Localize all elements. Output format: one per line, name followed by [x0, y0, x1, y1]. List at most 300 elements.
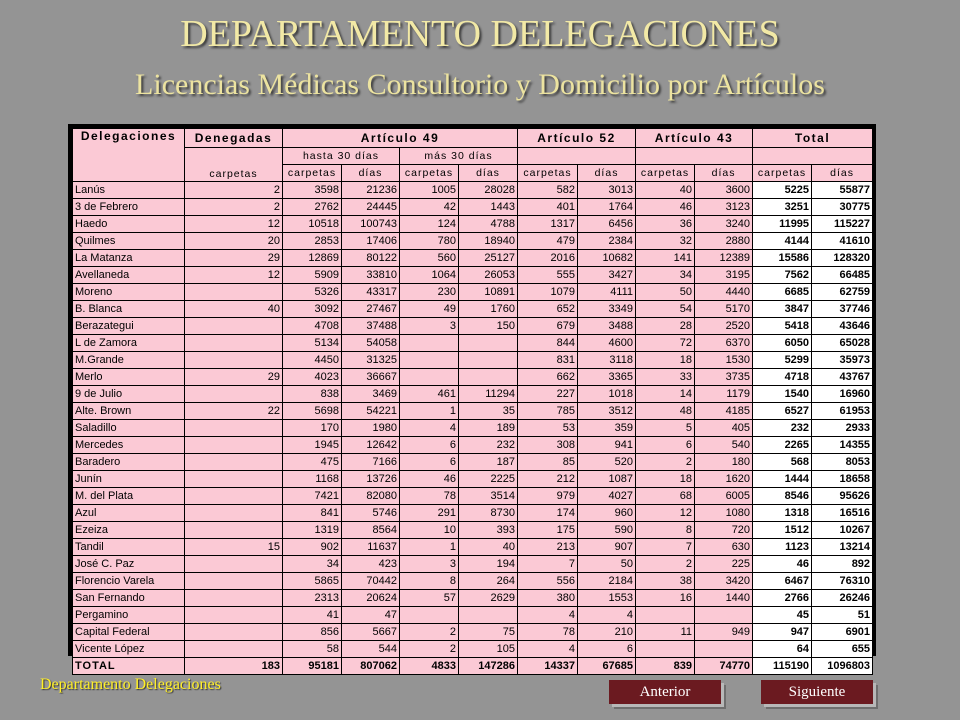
value-cell: 11294	[459, 386, 518, 403]
total-cell: 61953	[812, 403, 873, 420]
value-cell	[400, 369, 459, 386]
value-cell: 5326	[283, 284, 342, 301]
value-cell: 72	[636, 335, 695, 352]
delegacion-name: Haedo	[73, 216, 185, 233]
total-cell: 26246	[812, 590, 873, 607]
header-carpetas: carpetas	[753, 165, 812, 182]
total-row	[73, 658, 873, 675]
table-row	[73, 556, 873, 573]
value-cell: 831	[518, 352, 578, 369]
table-row	[73, 182, 873, 199]
total-cell: 37746	[812, 301, 873, 318]
value-cell: 33	[636, 369, 695, 386]
delegacion-name: Junín	[73, 471, 185, 488]
header-denegadas-carpetas: carpetas	[185, 148, 283, 182]
delegacion-name: Moreno	[73, 284, 185, 301]
total-cell: 655	[812, 641, 873, 658]
value-cell: 12	[185, 267, 283, 284]
value-cell: 34	[283, 556, 342, 573]
value-cell: 10518	[283, 216, 342, 233]
value-cell: 41	[283, 607, 342, 624]
delegacion-name: Berazategui	[73, 318, 185, 335]
total-cell: 6050	[753, 335, 812, 352]
total-cell: 43767	[812, 369, 873, 386]
total-cell: 11995	[753, 216, 812, 233]
value-cell: 232	[459, 437, 518, 454]
value-cell: 187	[459, 454, 518, 471]
value-cell: 544	[342, 641, 400, 658]
value-cell: 679	[518, 318, 578, 335]
value-cell	[185, 352, 283, 369]
header-row-1	[73, 129, 873, 148]
table-row	[73, 454, 873, 471]
delegacion-name: Ezeiza	[73, 522, 185, 539]
total-cell: 62759	[812, 284, 873, 301]
value-cell: 475	[283, 454, 342, 471]
delegacion-name: Tandil	[73, 539, 185, 556]
value-cell: 46	[400, 471, 459, 488]
value-cell: 8564	[342, 522, 400, 539]
table-row	[73, 301, 873, 318]
delegacion-name: Baradero	[73, 454, 185, 471]
value-cell: 3420	[695, 573, 753, 590]
total-cell: 15586	[753, 250, 812, 267]
header-carpetas: carpetas	[518, 165, 578, 182]
total-cell: 115227	[812, 216, 873, 233]
value-cell: 20	[185, 233, 283, 250]
table-row	[73, 352, 873, 369]
value-cell: 5746	[342, 505, 400, 522]
value-cell: 3123	[695, 199, 753, 216]
value-cell: 11	[636, 624, 695, 641]
value-cell: 40	[459, 539, 518, 556]
value-cell	[459, 352, 518, 369]
value-cell: 3013	[578, 182, 636, 199]
total-cell: 10267	[812, 522, 873, 539]
value-cell: 58	[283, 641, 342, 658]
total-cell: 5299	[753, 352, 812, 369]
value-cell: 393	[459, 522, 518, 539]
value-cell: 43317	[342, 284, 400, 301]
total-cell: 5225	[753, 182, 812, 199]
delegacion-name: Pergamino	[73, 607, 185, 624]
value-cell: 308	[518, 437, 578, 454]
value-cell: 24445	[342, 199, 400, 216]
delegacion-name: Saladillo	[73, 420, 185, 437]
header-hasta-30-dias: hasta 30 días	[283, 148, 400, 165]
value-cell: 212	[518, 471, 578, 488]
value-cell: 1079	[518, 284, 578, 301]
value-cell: 1317	[518, 216, 578, 233]
value-cell	[185, 454, 283, 471]
value-cell: 2225	[459, 471, 518, 488]
value-cell: 10891	[459, 284, 518, 301]
value-cell: 189	[459, 420, 518, 437]
value-cell	[459, 369, 518, 386]
value-cell: 16	[636, 590, 695, 607]
value-cell: 2313	[283, 590, 342, 607]
value-cell	[400, 335, 459, 352]
value-cell: 225	[695, 556, 753, 573]
header-total: Total	[753, 129, 873, 148]
value-cell: 630	[695, 539, 753, 556]
value-cell: 100743	[342, 216, 400, 233]
value-cell: 3092	[283, 301, 342, 318]
value-cell: 50	[578, 556, 636, 573]
value-cell: 461	[400, 386, 459, 403]
delegacion-name: La Matanza	[73, 250, 185, 267]
value-cell: 5865	[283, 573, 342, 590]
value-cell: 3469	[342, 386, 400, 403]
value-cell: 21236	[342, 182, 400, 199]
siguiente-button[interactable]: Siguiente	[761, 680, 873, 704]
total-cell: 7562	[753, 267, 812, 284]
value-cell: 18940	[459, 233, 518, 250]
total-cell: 232	[753, 420, 812, 437]
value-cell: 78	[400, 488, 459, 505]
value-cell: 479	[518, 233, 578, 250]
value-cell: 4450	[283, 352, 342, 369]
header-dias: días	[459, 165, 518, 182]
total-cell: 41610	[812, 233, 873, 250]
delegacion-name: Vicente López	[73, 641, 185, 658]
total-cell: 4144	[753, 233, 812, 250]
value-cell: 25127	[459, 250, 518, 267]
value-cell: 856	[283, 624, 342, 641]
table-row	[73, 420, 873, 437]
total-cell: 65028	[812, 335, 873, 352]
value-cell: 2	[636, 454, 695, 471]
header-carpetas: carpetas	[636, 165, 695, 182]
value-cell: 6	[400, 437, 459, 454]
value-cell: 14337	[518, 658, 578, 675]
value-cell: 1980	[342, 420, 400, 437]
value-cell: 230	[400, 284, 459, 301]
table-row	[73, 369, 873, 386]
delegacion-name: B. Blanca	[73, 301, 185, 318]
table-row	[73, 284, 873, 301]
total-cell: 1540	[753, 386, 812, 403]
value-cell	[185, 624, 283, 641]
value-cell: 590	[578, 522, 636, 539]
value-cell: 32	[636, 233, 695, 250]
value-cell: 4	[578, 607, 636, 624]
total-cell: 1318	[753, 505, 812, 522]
value-cell: 1530	[695, 352, 753, 369]
header-dias: días	[578, 165, 636, 182]
table-row	[73, 505, 873, 522]
value-cell: 2	[400, 641, 459, 658]
value-cell: 4	[518, 641, 578, 658]
value-cell: 68	[636, 488, 695, 505]
value-cell: 7166	[342, 454, 400, 471]
value-cell: 902	[283, 539, 342, 556]
value-cell: 5909	[283, 267, 342, 284]
value-cell: 12869	[283, 250, 342, 267]
value-cell: 3512	[578, 403, 636, 420]
value-cell: 13726	[342, 471, 400, 488]
value-cell	[185, 505, 283, 522]
value-cell: 80122	[342, 250, 400, 267]
value-cell: 2	[636, 556, 695, 573]
delegacion-name: Avellaneda	[73, 267, 185, 284]
total-cell: 3847	[753, 301, 812, 318]
licencias-table	[72, 128, 873, 675]
value-cell	[185, 488, 283, 505]
table-row	[73, 488, 873, 505]
value-cell	[400, 352, 459, 369]
value-cell: 38	[636, 573, 695, 590]
total-cell: 45	[753, 607, 812, 624]
value-cell: 40	[185, 301, 283, 318]
total-cell: 3251	[753, 199, 812, 216]
value-cell: 2	[185, 199, 283, 216]
value-cell: 4788	[459, 216, 518, 233]
value-cell	[185, 386, 283, 403]
table-row	[73, 250, 873, 267]
value-cell: 40	[636, 182, 695, 199]
value-cell: 141	[636, 250, 695, 267]
page-subtitle: Licencias Médicas Consultorio y Domicilio por Artículos	[135, 68, 825, 101]
value-cell: 5667	[342, 624, 400, 641]
header-carpetas: carpetas	[283, 165, 342, 182]
value-cell	[459, 607, 518, 624]
value-cell: 1764	[578, 199, 636, 216]
total-cell: 43646	[812, 318, 873, 335]
value-cell: 20624	[342, 590, 400, 607]
value-cell: 2853	[283, 233, 342, 250]
value-cell: 180	[695, 454, 753, 471]
value-cell: 1945	[283, 437, 342, 454]
header-dias: días	[812, 165, 873, 182]
value-cell: 147286	[459, 658, 518, 675]
delegacion-name: Florencio Varela	[73, 573, 185, 590]
value-cell: 380	[518, 590, 578, 607]
value-cell: 8730	[459, 505, 518, 522]
value-cell	[185, 556, 283, 573]
total-cell: 18658	[812, 471, 873, 488]
total-cell: 2766	[753, 590, 812, 607]
table-body	[73, 182, 873, 675]
value-cell: 662	[518, 369, 578, 386]
value-cell: 7	[518, 556, 578, 573]
value-cell: 1168	[283, 471, 342, 488]
value-cell: 12	[636, 505, 695, 522]
value-cell: 22	[185, 403, 283, 420]
table-frame	[68, 124, 876, 672]
value-cell: 3365	[578, 369, 636, 386]
header-mas-30-dias: más 30 días	[400, 148, 518, 165]
value-cell	[185, 522, 283, 539]
footer-label: Departamento Delegaciones	[40, 676, 221, 693]
table-row	[73, 267, 873, 284]
value-cell: 3240	[695, 216, 753, 233]
value-cell: 4	[400, 420, 459, 437]
value-cell: 960	[578, 505, 636, 522]
value-cell: 36667	[342, 369, 400, 386]
total-cell: 95626	[812, 488, 873, 505]
value-cell: 78	[518, 624, 578, 641]
total-cell: 115190	[753, 658, 812, 675]
delegacion-name: Merlo	[73, 369, 185, 386]
value-cell: 4023	[283, 369, 342, 386]
value-cell: 4185	[695, 403, 753, 420]
value-cell: 3	[400, 318, 459, 335]
value-cell: 941	[578, 437, 636, 454]
value-cell: 47	[342, 607, 400, 624]
value-cell: 54221	[342, 403, 400, 420]
table-row	[73, 522, 873, 539]
value-cell: 42	[400, 199, 459, 216]
total-cell: 66485	[812, 267, 873, 284]
value-cell: 27467	[342, 301, 400, 318]
value-cell: 6	[400, 454, 459, 471]
value-cell: 29	[185, 369, 283, 386]
delegacion-name: Lanús	[73, 182, 185, 199]
value-cell: 1179	[695, 386, 753, 403]
value-cell: 10682	[578, 250, 636, 267]
value-cell: 49	[400, 301, 459, 318]
value-cell: 5170	[695, 301, 753, 318]
total-cell: 46	[753, 556, 812, 573]
header-dias: días	[695, 165, 753, 182]
total-cell: 1444	[753, 471, 812, 488]
value-cell: 105	[459, 641, 518, 658]
value-cell: 3118	[578, 352, 636, 369]
value-cell: 33810	[342, 267, 400, 284]
value-cell: 46	[636, 199, 695, 216]
value-cell: 582	[518, 182, 578, 199]
value-cell	[695, 641, 753, 658]
value-cell: 6	[636, 437, 695, 454]
table-row	[73, 641, 873, 658]
total-cell: 947	[753, 624, 812, 641]
delegacion-name: TOTAL	[73, 658, 185, 675]
table-row	[73, 403, 873, 420]
value-cell: 405	[695, 420, 753, 437]
table-row	[73, 233, 873, 250]
value-cell: 844	[518, 335, 578, 352]
value-cell: 10	[400, 522, 459, 539]
delegacion-name: Mercedes	[73, 437, 185, 454]
value-cell: 1018	[578, 386, 636, 403]
header-carpetas: carpetas	[400, 165, 459, 182]
value-cell: 34	[636, 267, 695, 284]
value-cell: 291	[400, 505, 459, 522]
value-cell: 2520	[695, 318, 753, 335]
value-cell: 2880	[695, 233, 753, 250]
anterior-button[interactable]: Anterior	[609, 680, 721, 704]
value-cell: 2629	[459, 590, 518, 607]
value-cell: 3735	[695, 369, 753, 386]
delegacion-name: M.Grande	[73, 352, 185, 369]
delegacion-name: Azul	[73, 505, 185, 522]
table-row	[73, 539, 873, 556]
value-cell: 213	[518, 539, 578, 556]
table-row	[73, 199, 873, 216]
total-cell: 6685	[753, 284, 812, 301]
value-cell: 652	[518, 301, 578, 318]
value-cell: 53	[518, 420, 578, 437]
page-title: DEPARTAMENTO DELEGACIONES	[180, 13, 780, 55]
value-cell: 1005	[400, 182, 459, 199]
table-row	[73, 607, 873, 624]
total-cell: 892	[812, 556, 873, 573]
total-cell: 30775	[812, 199, 873, 216]
value-cell: 907	[578, 539, 636, 556]
header-art52-blank	[518, 148, 636, 165]
header-articulo-49: Artículo 49	[283, 129, 518, 148]
value-cell	[636, 607, 695, 624]
table-row	[73, 573, 873, 590]
delegacion-name: San Fernando	[73, 590, 185, 607]
value-cell: 150	[459, 318, 518, 335]
value-cell: 15	[185, 539, 283, 556]
value-cell: 807062	[342, 658, 400, 675]
total-cell: 4718	[753, 369, 812, 386]
value-cell: 2384	[578, 233, 636, 250]
value-cell: 31325	[342, 352, 400, 369]
value-cell: 35	[459, 403, 518, 420]
delegacion-name: Capital Federal	[73, 624, 185, 641]
value-cell: 2	[185, 182, 283, 199]
total-cell: 51	[812, 607, 873, 624]
value-cell: 3	[400, 556, 459, 573]
value-cell: 183	[185, 658, 283, 675]
total-cell: 8546	[753, 488, 812, 505]
total-cell: 568	[753, 454, 812, 471]
total-cell: 8053	[812, 454, 873, 471]
value-cell	[185, 590, 283, 607]
value-cell: 5134	[283, 335, 342, 352]
total-cell: 55877	[812, 182, 873, 199]
value-cell: 28	[636, 318, 695, 335]
value-cell: 4600	[578, 335, 636, 352]
total-cell: 6467	[753, 573, 812, 590]
value-cell: 1443	[459, 199, 518, 216]
value-cell: 949	[695, 624, 753, 641]
value-cell: 36	[636, 216, 695, 233]
value-cell: 85	[518, 454, 578, 471]
value-cell	[185, 420, 283, 437]
total-cell: 76310	[812, 573, 873, 590]
value-cell: 6370	[695, 335, 753, 352]
value-cell: 1	[400, 403, 459, 420]
table-row	[73, 318, 873, 335]
table-row	[73, 437, 873, 454]
value-cell: 95181	[283, 658, 342, 675]
total-cell: 1123	[753, 539, 812, 556]
value-cell	[185, 437, 283, 454]
value-cell: 175	[518, 522, 578, 539]
value-cell: 67685	[578, 658, 636, 675]
delegacion-name: 9 de Julio	[73, 386, 185, 403]
total-cell: 5418	[753, 318, 812, 335]
value-cell	[185, 318, 283, 335]
value-cell: 4833	[400, 658, 459, 675]
value-cell	[185, 335, 283, 352]
value-cell: 1080	[695, 505, 753, 522]
value-cell: 75	[459, 624, 518, 641]
value-cell: 4111	[578, 284, 636, 301]
value-cell: 4	[518, 607, 578, 624]
header-denegadas: Denegadas	[185, 129, 283, 148]
value-cell: 8	[636, 522, 695, 539]
total-cell: 13214	[812, 539, 873, 556]
value-cell: 50	[636, 284, 695, 301]
total-cell: 2933	[812, 420, 873, 437]
value-cell: 720	[695, 522, 753, 539]
